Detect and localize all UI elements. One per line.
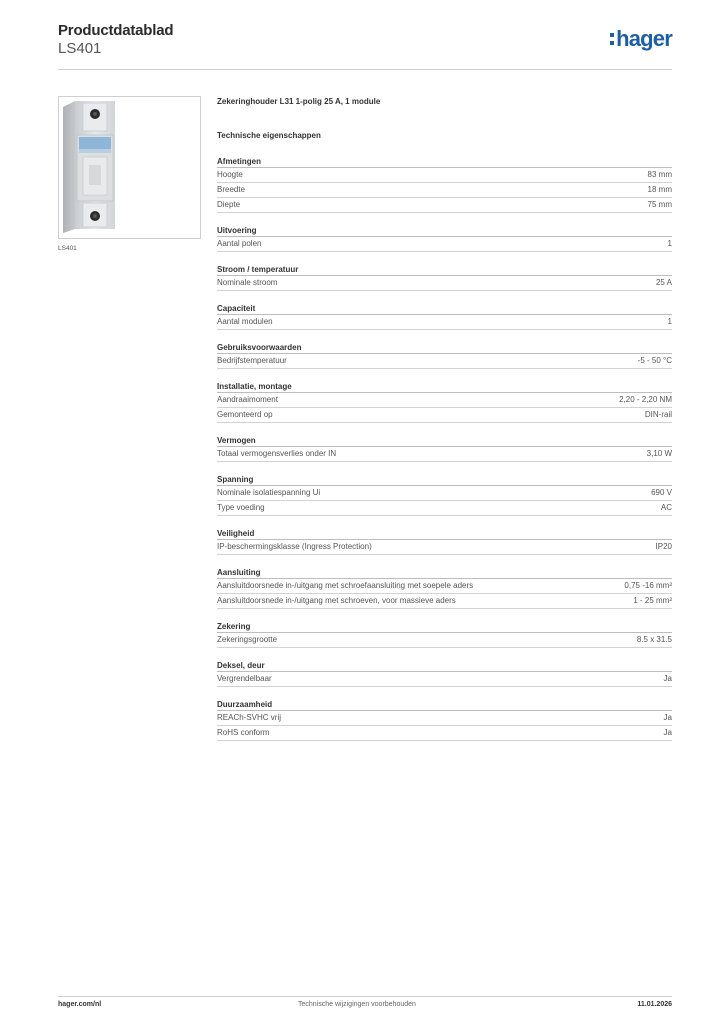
spec-value: 3,10 W: [646, 449, 672, 458]
fuse-holder-image: [59, 97, 200, 238]
spec-row: [217, 579, 672, 594]
spec-row: [217, 198, 672, 213]
section-title: Duurzaamheid: [217, 698, 672, 711]
image-caption: LS401: [58, 245, 77, 252]
spec-value: IP20: [655, 542, 672, 551]
spec-value: 1: [667, 317, 672, 326]
spec-sections: [217, 155, 672, 741]
section-title: Zekering: [217, 620, 672, 633]
spec-value: 25 A: [655, 278, 672, 287]
spec-section: [217, 263, 672, 291]
logo-text: hager: [616, 26, 672, 51]
spec-label: Aantal modulen: [217, 317, 273, 326]
spec-value: 1 - 25 mm²: [633, 596, 672, 605]
section-title: Stroom / temperatuur: [217, 263, 672, 276]
section-title: Spanning: [217, 473, 672, 486]
spec-label: Breedte: [217, 185, 246, 194]
spec-row: [217, 168, 672, 183]
spec-label: Aansluitdoorsnede in-/uitgang met schroefaansluiting met soepele aders: [217, 581, 474, 590]
spec-label: Hoogte: [217, 170, 243, 179]
product-name: Zekeringhouder L31 1-polig 25 A, 1 module: [217, 97, 381, 106]
spec-row: [217, 540, 672, 555]
spec-label: RoHS conform: [217, 728, 270, 737]
spec-section: [217, 155, 672, 213]
page-header: [58, 22, 672, 70]
spec-row: [217, 276, 672, 291]
spec-value: DIN-rail: [644, 410, 672, 419]
section-title: Afmetingen: [217, 155, 672, 168]
section-title: Gebruiksvoorwaarden: [217, 341, 672, 354]
spec-section: [217, 566, 672, 609]
section-title: Installatie, montage: [217, 380, 672, 393]
spec-row: [217, 501, 672, 516]
spec-value: AC: [660, 503, 672, 512]
section-title: Veiligheid: [217, 527, 672, 540]
spec-row: [217, 711, 672, 726]
spec-label: Zekeringsgrootte: [217, 635, 278, 644]
spec-value: Ja: [663, 713, 672, 722]
spec-section: [217, 620, 672, 648]
section-title: Uitvoering: [217, 224, 672, 237]
spec-value: Ja: [663, 728, 672, 737]
spec-label: Bedrijfstemperatuur: [217, 356, 287, 365]
spec-value: 8.5 x 31.5: [636, 635, 672, 644]
spec-value: -5 - 50 °C: [637, 356, 672, 365]
spec-section: [217, 224, 672, 252]
spec-row: [217, 633, 672, 648]
product-code: LS401: [58, 40, 102, 57]
spec-value: 2,20 - 2,20 NM: [619, 395, 672, 404]
spec-label: IP-beschermingsklasse (Ingress Protection): [217, 542, 372, 551]
spec-row: [217, 447, 672, 462]
section-title: Capaciteit: [217, 302, 672, 315]
spec-section: [217, 473, 672, 516]
spec-label: Aantal polen: [217, 239, 262, 248]
section-title: Vermogen: [217, 434, 672, 447]
spec-label: Totaal vermogensverlies onder IN: [217, 449, 337, 458]
spec-row: [217, 393, 672, 408]
spec-section: [217, 341, 672, 369]
spec-value: Ja: [663, 674, 672, 683]
spec-value: 75 mm: [647, 200, 672, 209]
spec-label: REACh-SVHC vrij: [217, 713, 282, 722]
spec-row: [217, 408, 672, 423]
logo-dots-icon: [610, 33, 614, 49]
spec-value: 690 V: [651, 488, 672, 497]
spec-section: [217, 434, 672, 462]
spec-section: [217, 698, 672, 741]
footer-notice: Technische wijzigingen voorbehouden: [298, 1001, 416, 1008]
spec-row: [217, 672, 672, 687]
spec-row: [217, 486, 672, 501]
spec-label: Gemonteerd op: [217, 410, 273, 419]
spec-value: 1: [667, 239, 672, 248]
section-title: Aansluiting: [217, 566, 672, 579]
spec-row: [217, 726, 672, 741]
spec-row: [217, 354, 672, 369]
spec-label: Nominale stroom: [217, 278, 278, 287]
spec-row: [217, 237, 672, 252]
footer-date: 11.01.2026: [637, 1001, 672, 1008]
spec-section: [217, 380, 672, 423]
spec-value: 0,75 -16 mm²: [624, 581, 672, 590]
document-title: Productdatablad: [58, 22, 174, 39]
section-title: Deksel, deur: [217, 659, 672, 672]
spec-label: Nominale isolatiespanning Ui: [217, 488, 321, 497]
tech-heading: Technische eigenschappen: [217, 131, 321, 140]
spec-section: [217, 659, 672, 687]
spec-section: [217, 302, 672, 330]
hager-logo: [610, 28, 672, 50]
product-image: [58, 96, 201, 239]
spec-row: [217, 594, 672, 609]
spec-label: Aansluitdoorsnede in-/uitgang met schroeven, voor massieve aders: [217, 596, 456, 605]
spec-label: Aandraaimoment: [217, 395, 278, 404]
spec-label: Vergrendelbaar: [217, 674, 272, 683]
spec-value: 18 mm: [647, 185, 672, 194]
page-footer: [58, 996, 672, 1016]
spec-row: [217, 183, 672, 198]
spec-section: [217, 527, 672, 555]
spec-value: 83 mm: [647, 170, 672, 179]
spec-label: Diepte: [217, 200, 241, 209]
spec-row: [217, 315, 672, 330]
spec-label: Type voeding: [217, 503, 265, 512]
spec-content: [217, 96, 672, 741]
footer-website: hager.com/nl: [58, 1001, 102, 1008]
